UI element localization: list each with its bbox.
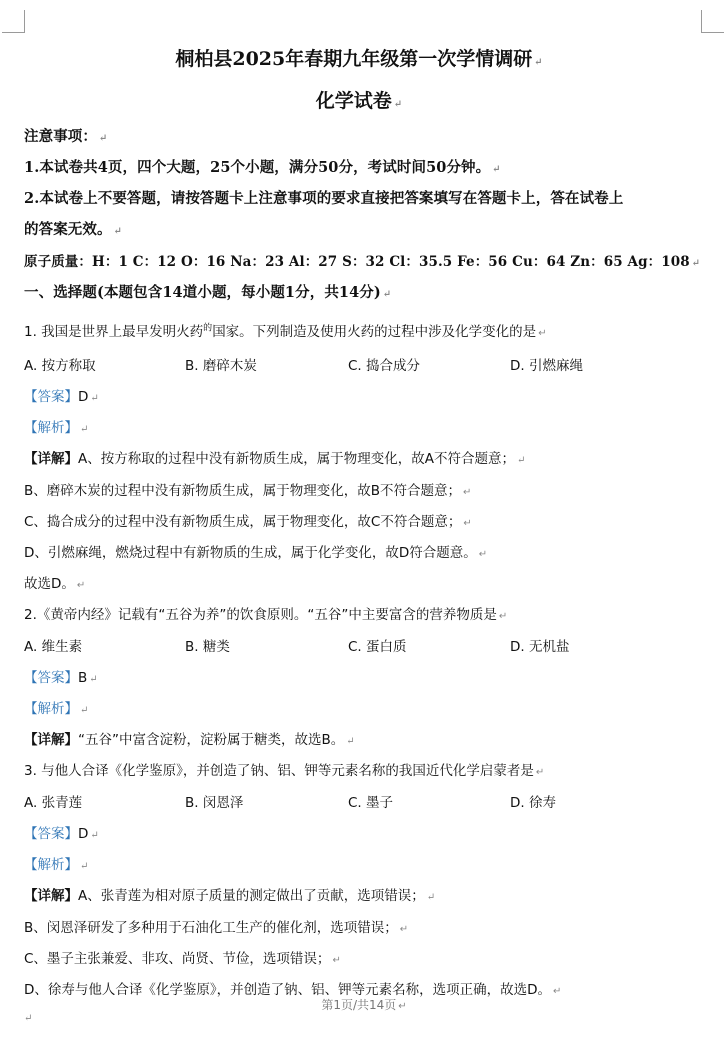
notice-item-2-cont: 的答案无效。 ↵ <box>24 221 123 238</box>
question-1-stem: 1. 我国是世界上最早发明火药$^的$国家。下列制造及使用火药的过程中涉及化学变化的是 ↵ <box>24 323 547 340</box>
question-3-stem: 3. 与他人合译《化学鉴原》，并创造了钠、铝、钾等元素名称的我国近代化学启蒙者是 ↵ <box>24 763 545 779</box>
question-3-answer: 【答案】D ↵ <box>24 826 99 842</box>
question-3-detail: 【详解】A、张青莲为相对原子质量的测定做出了贡献，选项错误； ↵ <box>24 888 436 904</box>
option-c: C. 墨子 <box>348 795 394 811</box>
paragraph-mark: ↵ <box>24 1013 33 1024</box>
question-2-detail: 【详解】“五谷”中富含淀粉，淀粉属于糖类，故选B。 ↵ <box>24 732 355 748</box>
notice-item-2: 2.本试卷上不要答题，请按答题卡上注意事项的要求直接把答案填写在答题卡上，答在试卷上 <box>24 190 624 207</box>
option-c: C. 蛋白质 <box>348 639 407 655</box>
question-3-detail-d: D、徐寿与他人合译《化学鉴原》，并创造了钠、铝、钾等元素名称，选项正确，故选D。 ↵ <box>24 982 562 998</box>
question-1-detail-d: D、引燃麻绳，燃烧过程中有新物质的生成，属于化学变化，故D符合题意。 ↵ <box>24 545 488 561</box>
crop-mark-top-right <box>701 10 724 33</box>
question-1-detail-b: B、磨碎木炭的过程中没有新物质生成，属于物理变化，故B不符合题意； ↵ <box>24 483 472 499</box>
option-d: D. 无机盐 <box>510 639 570 655</box>
option-b: B. 闵恩泽 <box>185 795 244 811</box>
option-b: B. 磨碎木炭 <box>185 358 257 374</box>
question-2-stem: 2.《黄帝内经》记载有“五谷为养”的饮食原则。“五谷”中主要富含的营养物质是 ↵ <box>24 607 508 623</box>
question-2-analysis: 【解析】 ↵ <box>24 701 89 717</box>
section-heading: 一、选择题(本题包含14道小题，每小题1分，共14分) ↵ <box>24 284 392 301</box>
notice-heading: 注意事项： ↵ <box>24 128 108 145</box>
question-1-analysis: 【解析】 ↵ <box>24 420 89 436</box>
option-d: D. 引燃麻绳 <box>510 358 583 374</box>
option-a: A. 张青莲 <box>24 795 83 811</box>
option-c: C. 捣合成分 <box>348 358 421 374</box>
question-3-detail-c: C、墨子主张兼爱、非攻、尚贤、节俭，选项错误； ↵ <box>24 951 341 967</box>
atomic-mass-line: 原子质量：H：1 C：12 O：16 Na：23 Al：27 S：32 Cl：35.5 Fe：56 Cu：64 Zn：65 Ag：108 ↵ <box>24 254 701 270</box>
notice-item-1: 1.本试卷共4页，四个大题，25个小题，满分50分，考试时间50分钟。 ↵ <box>24 159 501 176</box>
question-1-detail: 【详解】A、按方称取的过程中没有新物质生成，属于物理变化，故A不符合题意； ↵ <box>24 451 526 467</box>
document-title: 桐柏县2025年春期九年级第一次学情调研 ↵ <box>175 48 543 70</box>
option-a: A. 按方称取 <box>24 358 96 374</box>
question-2-answer: 【答案】B ↵ <box>24 670 98 686</box>
page-footer: 第1页/共14页 ↵ <box>321 998 407 1012</box>
question-1-answer: 【答案】D ↵ <box>24 389 99 405</box>
question-1-detail-c: C、捣合成分的过程中没有新物质生成，属于物理变化，故C不符合题意； ↵ <box>24 514 472 530</box>
document-subtitle: 化学试卷 ↵ <box>315 90 403 112</box>
option-a: A. 维生素 <box>24 639 83 655</box>
question-1-conclusion: 故选D。 ↵ <box>24 576 86 592</box>
option-d: D. 徐寿 <box>510 795 556 811</box>
option-b: B. 糖类 <box>185 639 230 655</box>
question-3-detail-b: B、闵恩泽研发了多种用于石油化工生产的催化剂，选项错误； ↵ <box>24 920 409 936</box>
crop-mark-top-left <box>2 10 25 33</box>
question-3-analysis: 【解析】 ↵ <box>24 857 89 873</box>
